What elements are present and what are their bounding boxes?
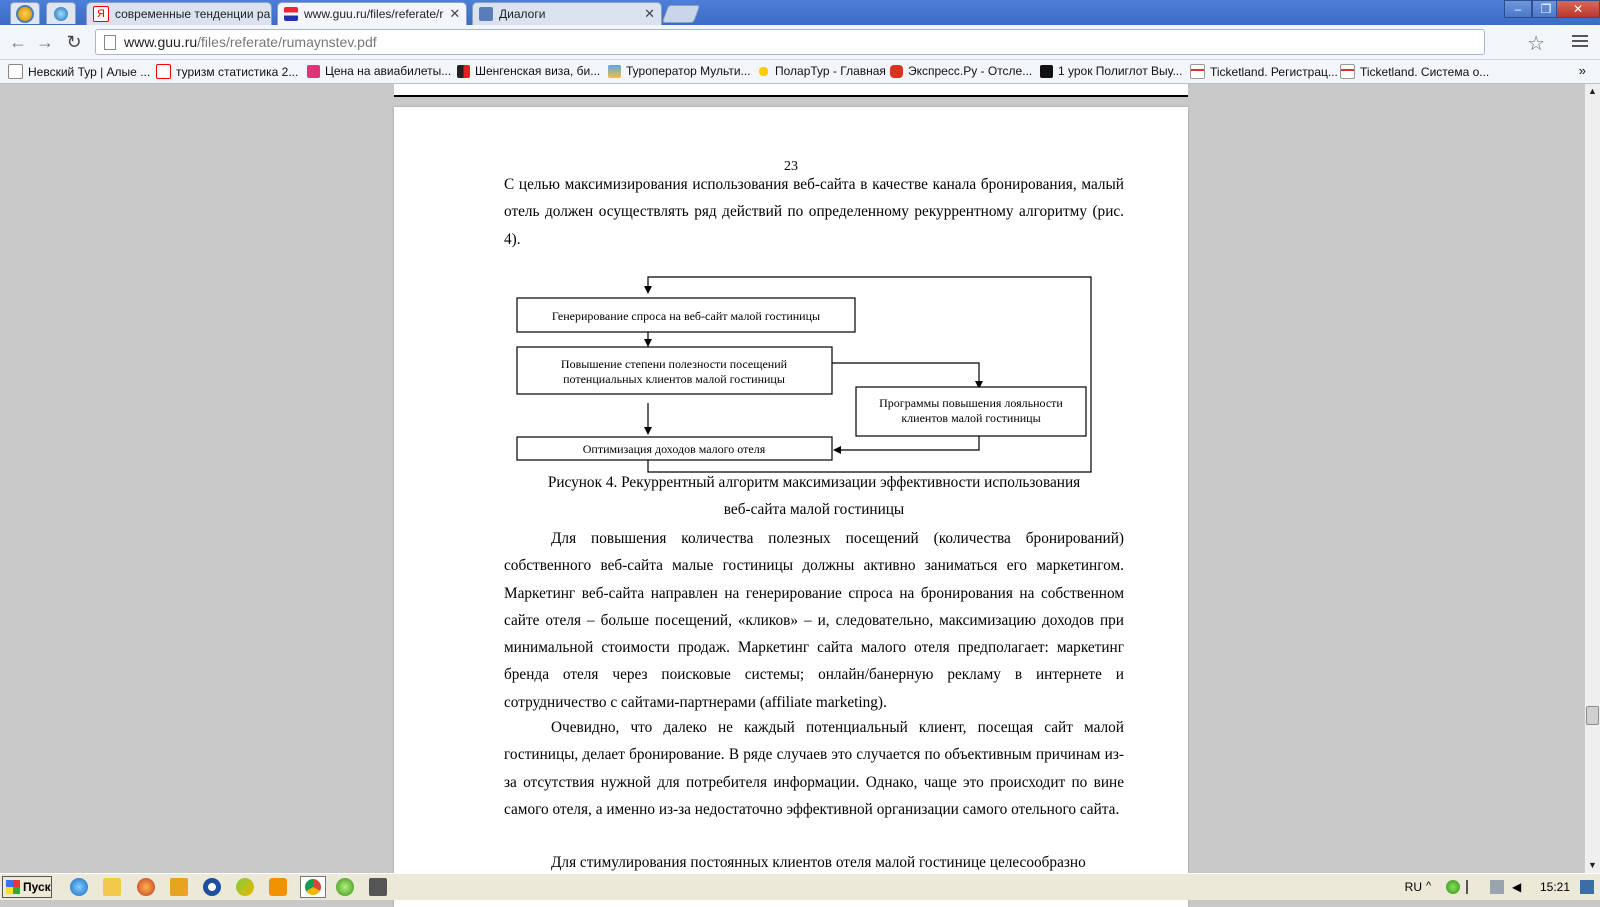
arrow-3-4 — [834, 436, 979, 450]
chevron-up-icon[interactable]: ^ — [1426, 880, 1432, 892]
url-path: /files/referate/rumaynstev.pdf — [197, 34, 377, 50]
chrome-taskbar-button[interactable] — [300, 876, 326, 898]
body-paragraph-1: Для повышения количества полезных посещений (количества бронирований) собственного веб-сайта малые гостиницы должны активно заниматься его маркетингом. Маркетинг веб-сайта направлен на генерирование спроса на бронирования на собственном сайте отеля – больше посещений, «кликов» – и, следовательно, максимизацию доходов при минимальной стоимости продаж. Маркетинг сайта малого отеля предполагает: маркетинг бренда отеля через поисковые системы; онлайн/банерную рекламу в интернете и сотрудничество с сайтами-партнерами (affiliate marketing). — [504, 530, 1124, 711]
mail-agent-icon[interactable] — [203, 878, 221, 896]
scroll-down-arrow-icon[interactable]: ▼ — [1588, 860, 1597, 870]
aviasales-icon — [307, 65, 320, 78]
app-icon — [16, 5, 34, 23]
new-tab-button[interactable] — [662, 5, 701, 23]
previous-page-bottom — [394, 84, 1188, 97]
bookmark-label: Цена на авиабилеты... — [325, 64, 452, 78]
intro-paragraph: С целью максимизирования использования веб-сайта в качестве канала бронирования, малый отель должен осуществлять ряд действий по определенному рекуррентному алгоритму (рис. 4). — [504, 176, 1124, 248]
back-button[interactable] — [6, 31, 30, 53]
scroll-up-arrow-icon[interactable]: ▲ — [1588, 86, 1597, 96]
bookmarks-bar — [0, 60, 1600, 84]
bookmark-label: Туроператор Мульти... — [626, 64, 751, 78]
bookmark-label: Ticketland. Система о... — [1360, 64, 1490, 79]
firefox-icon[interactable] — [137, 878, 155, 896]
box-loyalty-programs-line1: Программы повышения лояльности — [879, 396, 1063, 410]
ticketland-icon — [1190, 64, 1205, 79]
folder-icon[interactable] — [103, 878, 121, 896]
tab-search[interactable] — [86, 2, 272, 25]
bookmark-item[interactable] — [8, 64, 150, 79]
messenger-icon[interactable] — [236, 878, 254, 896]
tab-pdf[interactable] — [277, 2, 467, 25]
bookmark-label: Ticketland. Регистрац... — [1210, 64, 1338, 79]
box-loyalty-programs-line2: клиентов малой гостиницы — [901, 411, 1041, 425]
figure-caption-line1: Рисунок 4. Рекуррентный алгоритм максимизации эффективности использования — [547, 474, 1081, 491]
page-number: 23 — [784, 159, 798, 174]
ticketland-icon — [1340, 64, 1355, 79]
scrollbar-thumb[interactable] — [1586, 706, 1599, 725]
globe-icon — [54, 7, 68, 21]
arrow-left-icon: ← — [9, 32, 27, 52]
close-icon[interactable]: ✕ — [449, 6, 461, 21]
menu-icon[interactable] — [1572, 32, 1588, 48]
sun-icon — [757, 65, 770, 78]
tab-strip — [0, 0, 1600, 25]
pdf-page — [394, 107, 1188, 907]
start-button[interactable] — [2, 876, 52, 898]
bookmark-label: ПоларТур - Главная — [775, 64, 886, 78]
pdf-viewer — [0, 84, 1584, 873]
tour-operator-icon — [608, 65, 621, 78]
icq-tray-icon[interactable] — [1446, 880, 1460, 894]
tab-dialogs[interactable] — [472, 2, 662, 25]
calculator-icon[interactable] — [369, 878, 387, 896]
box-demand-generation-text: Генерирование спроса на веб-сайт малой гостиницы — [551, 309, 821, 323]
ru-icon — [1040, 65, 1053, 78]
bookmark-item[interactable] — [1040, 64, 1182, 78]
tab-title: современные тенденции ра — [115, 7, 271, 21]
flag-icon[interactable] — [1466, 880, 1482, 894]
bookmark-item[interactable] — [457, 64, 600, 78]
internet-explorer-icon[interactable] — [70, 878, 88, 896]
odnoklassniki-icon[interactable] — [269, 878, 287, 896]
bookmark-label: Экспресс.Ру - Отсле... — [908, 64, 1033, 78]
box-visit-usefulness-line1: Повышение степени полезности посещений — [560, 357, 788, 371]
bookmark-item[interactable] — [307, 64, 451, 78]
bookmark-item[interactable] — [1190, 64, 1338, 79]
windows-flag-icon — [6, 880, 20, 894]
close-window-button[interactable]: ✕ — [1556, 0, 1600, 18]
maximize-button[interactable]: ❐ — [1532, 0, 1560, 18]
box-revenue-optimization-text: Оптимизация доходов малого отеля — [582, 442, 766, 456]
bookmark-label: 1 урок Полиглот Выу... — [1058, 64, 1183, 78]
language-indicator[interactable]: RU — [1404, 880, 1422, 894]
volume-icon[interactable]: ◀ — [1512, 880, 1522, 894]
bookmark-label: туризм статистика 2... — [176, 64, 299, 79]
yandex-icon — [156, 64, 171, 79]
minimize-button[interactable]: – — [1504, 0, 1532, 18]
figure-caption — [504, 469, 1124, 524]
close-icon[interactable]: ✕ — [644, 6, 655, 21]
bookmark-item[interactable] — [608, 64, 751, 78]
page-icon — [284, 7, 298, 21]
bookmark-label: Невский Тур | Алые ... — [28, 64, 151, 79]
bookmark-item[interactable] — [156, 64, 298, 79]
box-visit-usefulness-line2: потенциальных клиентов малой гостиницы — [563, 372, 785, 386]
reload-icon: ↻ — [66, 32, 82, 52]
show-desktop-icon[interactable] — [1580, 880, 1594, 894]
clock: 15:21 — [1539, 880, 1570, 894]
pinned-tab-1[interactable] — [10, 2, 40, 24]
tab-title: www.guu.ru/files/referate/r — [304, 7, 444, 21]
arrow-right-icon: → — [36, 32, 54, 52]
media-player-icon[interactable] — [170, 878, 188, 896]
visa-icon — [457, 65, 470, 78]
tab-title: Диалоги — [499, 7, 546, 21]
figure-caption-line2: веб-сайта малой гостиницы — [723, 501, 905, 519]
chrome-icon — [305, 879, 321, 895]
icq-icon[interactable] — [336, 878, 354, 896]
bookmarks-overflow-button[interactable]: » — [1578, 63, 1586, 78]
yandex-icon: Я — [93, 6, 109, 22]
network-icon[interactable] — [1490, 880, 1504, 894]
body-paragraph-3: Для стимулирования постоянных клиентов отеля малой гостинице целесообразно — [551, 854, 1086, 871]
start-label: Пуск — [23, 880, 51, 894]
reload-button[interactable] — [62, 31, 86, 53]
express-icon — [890, 65, 903, 78]
dialog-icon — [479, 7, 493, 21]
bookmark-item[interactable] — [757, 64, 886, 78]
address-bar[interactable] — [95, 29, 1485, 55]
bookmark-item[interactable] — [1340, 64, 1489, 79]
bookmark-item[interactable] — [890, 64, 1032, 78]
arrow-2-3 — [832, 363, 979, 388]
flowchart-diagram — [394, 247, 1188, 477]
page-icon — [104, 35, 116, 50]
vertical-scrollbar[interactable] — [1584, 84, 1600, 873]
windows-taskbar — [0, 873, 1600, 900]
body-paragraph-2: Очевидно, что далеко не каждый потенциальный клиент, посещая сайт малой гостиницы, делает бронирование. В ряде случаев это случается по объективным причинам из-за отсутствия нужной для потребителя информации. Однако, чаще это происходит по вине самого отеля, а именно из-за недостаточно эффективной организации самого отельного сайта. — [504, 719, 1124, 818]
page-icon — [8, 64, 23, 79]
url-text — [124, 34, 377, 50]
browser-toolbar — [0, 25, 1600, 60]
url-host: www.guu.ru — [124, 34, 198, 50]
pinned-tab-2[interactable] — [46, 2, 76, 24]
forward-button[interactable] — [33, 31, 57, 53]
bookmark-star-icon[interactable]: ☆ — [1527, 33, 1545, 55]
bookmark-label: Шенгенская виза, би... — [475, 64, 601, 78]
